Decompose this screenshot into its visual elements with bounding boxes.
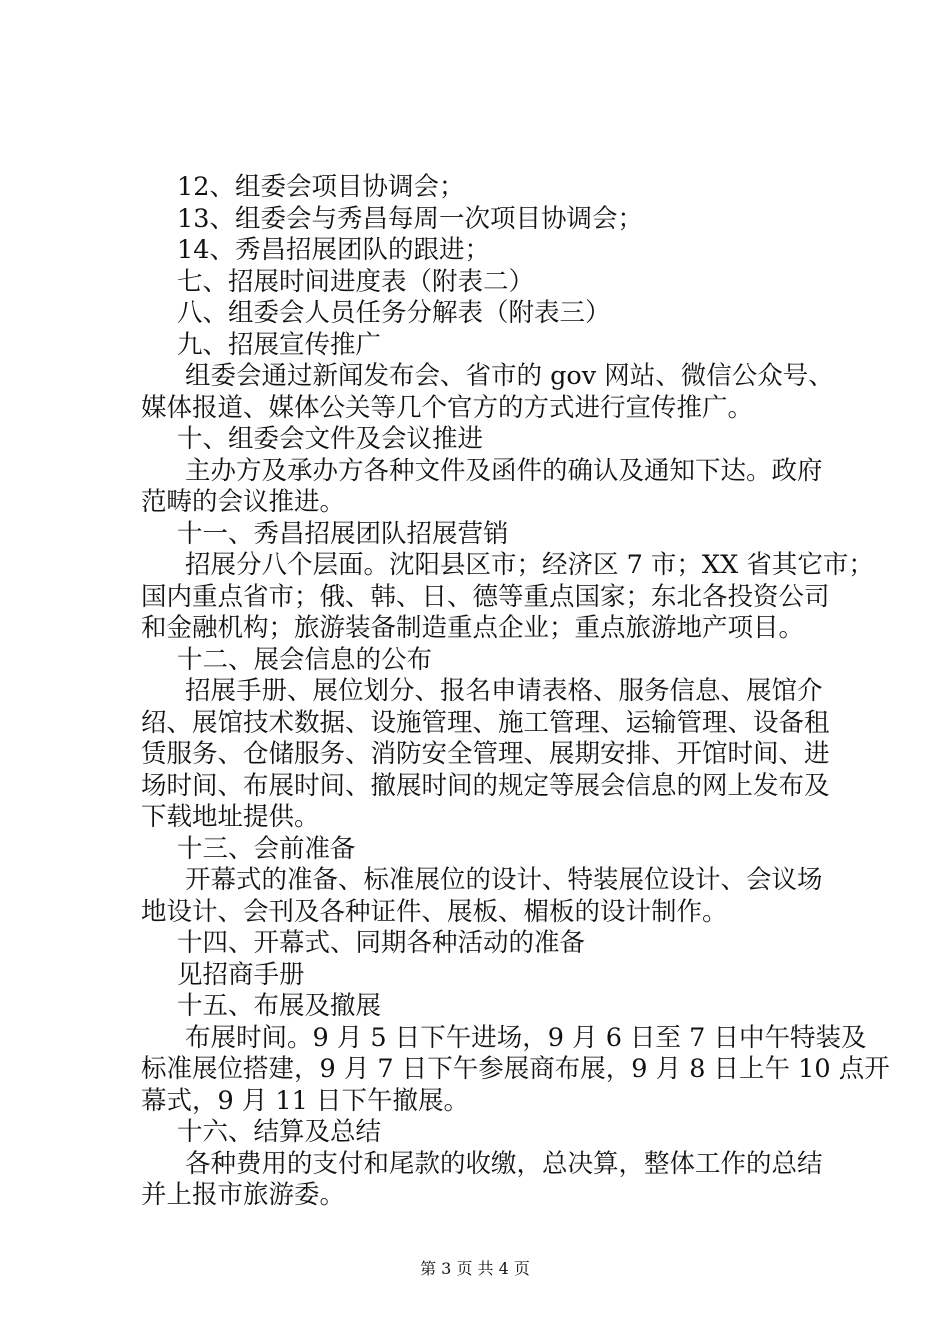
paragraph-line: 场时间、布展时间、撤展时间的规定等展会信息的网上发布及 xyxy=(141,770,830,801)
paragraph-line: 国内重点省市；俄、韩、日、德等重点国家；东北各投资公司 xyxy=(141,581,830,612)
document-body xyxy=(141,172,890,1212)
paragraph-line: 范畴的会议推进。 xyxy=(141,487,346,517)
section-heading-11: 十一、秀昌招展团队招展营销 xyxy=(177,518,509,549)
paragraph-line: 幕式，9 月 11 日下午撤展。 xyxy=(141,1085,469,1116)
paragraph-line: 主办方及承办方各种文件及函件的确认及通知下达。政府 xyxy=(185,455,823,486)
section-heading-12: 十二、展会信息的公布 xyxy=(177,644,433,675)
section-heading-7: 七、招展时间进度表（附表二） xyxy=(177,266,535,297)
paragraph-line: 下载地址提供。 xyxy=(141,802,320,832)
paragraph-line: 布展时间。9 月 5 日下午进场，9 月 6 日至 7 日中午特装及 xyxy=(185,1022,867,1053)
section-heading-14: 十四、开幕式、同期各种活动的准备 xyxy=(177,928,586,958)
paragraph-line: 媒体报道、媒体公关等几个官方的方式进行宣传推广。 xyxy=(141,392,754,423)
paragraph-line: 并上报市旅游委。 xyxy=(141,1180,346,1210)
section-heading-15: 十五、布展及撤展 xyxy=(177,991,382,1021)
section-heading-8: 八、组委会人员任务分解表（附表三） xyxy=(177,298,611,328)
list-item-14: 14、秀昌招展团队的跟进； xyxy=(177,235,490,265)
paragraph-line: 各种费用的支付和尾款的收缴，总决算，整体工作的总结 xyxy=(185,1148,823,1179)
paragraph-line: 招展分八个层面。沈阳县区市；经济区 7 市；XX 省其它市； xyxy=(185,550,874,580)
paragraph-line: 招展手册、展位划分、报名申请表格、服务信息、展馆介 xyxy=(185,676,823,706)
section-heading-13: 十三、会前准备 xyxy=(177,833,356,864)
paragraph-line: 开幕式的准备、标准展位的设计、特装展位设计、会议场 xyxy=(185,865,823,895)
section-heading-16: 十六、结算及总结 xyxy=(177,1117,382,1147)
list-item-12: 12、组委会项目协调会； xyxy=(177,172,465,202)
paragraph-line: 绍、展馆技术数据、设施管理、施工管理、运输管理、设备租 xyxy=(141,707,830,738)
paragraph-line: 赁服务、仓储服务、消防安全管理、展期安排、开馆时间、进 xyxy=(141,739,830,769)
paragraph-line: 和金融机构；旅游装备制造重点企业；重点旅游地产项目。 xyxy=(141,613,805,643)
paragraph-line: 地设计、会刊及各种证件、展板、楣板的设计制作。 xyxy=(141,896,728,927)
paragraph-line: 见招商手册 xyxy=(177,959,305,990)
list-item-13: 13、组委会与秀昌每周一次项目协调会； xyxy=(177,203,643,234)
paragraph-line: 标准展位搭建，9 月 7 日下午参展商布展，9 月 8 日上午 10 点开 xyxy=(141,1054,890,1084)
page-number-footer: 第 3 页 共 4 页 xyxy=(420,1259,530,1278)
section-heading-9: 九、招展宣传推广 xyxy=(177,329,382,360)
section-heading-10: 十、组委会文件及会议推进 xyxy=(177,424,484,454)
paragraph-line: 组委会通过新闻发布会、省市的 gov 网站、微信公众号、 xyxy=(185,361,834,391)
